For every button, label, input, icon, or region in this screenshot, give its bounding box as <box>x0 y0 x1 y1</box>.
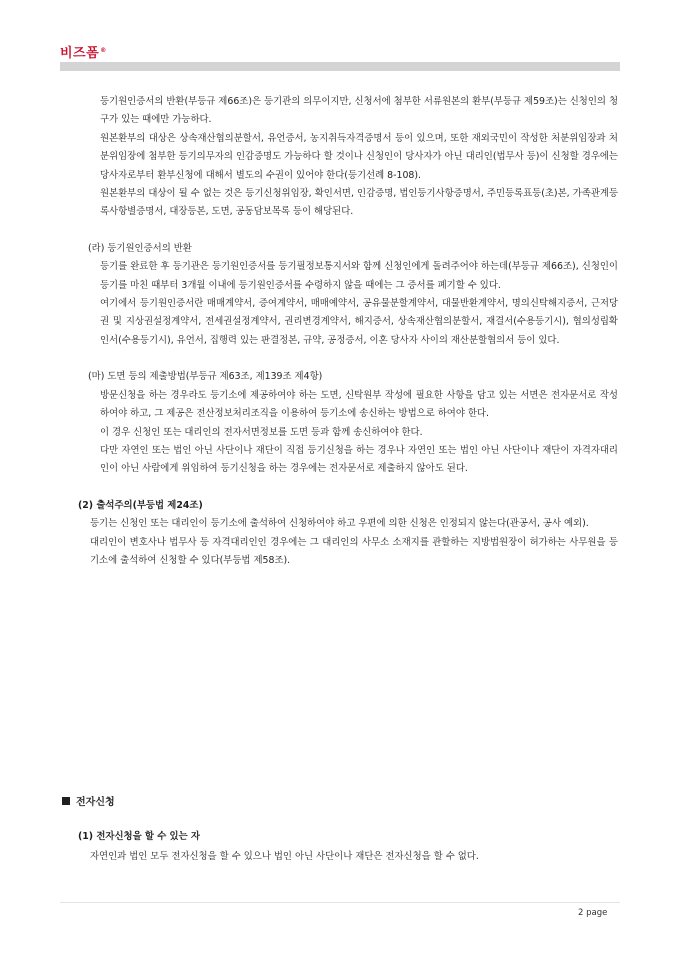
section-heading: (마) 도면 등의 제출방법(부등규 제63조, 제139조 제4항) <box>88 371 323 383</box>
paragraph: 방문신청을 하는 경우라도 등기소에 제공하여야 하는 도면, 신탁원부 작성에 필요한 사항을 담고 있는 서면은 전자문서로 작성하여야 하고, 그 제공은 전산정보처리조직을 이용하여 등기소에 송신하는 방법으로 하여야 한다. <box>100 389 618 420</box>
paragraph: 이 경우 신청인 또는 대리인의 전자서면정보를 도면 등과 함께 송신하여야 한다. <box>100 426 423 438</box>
square-bullet-icon <box>62 797 70 805</box>
paragraph: 자연인과 법인 모두 전자신청을 할 수 있으나 법인 아닌 사단이나 재단은 전자신청을 할 수 없다. <box>90 851 479 862</box>
electronic-filing-section <box>78 827 618 867</box>
bizform-logo <box>60 42 107 61</box>
paragraph: 등기를 완료한 후 등기관은 등기원인증서를 등기필정보통지서와 함께 신청인에게 돌려주어야 하는데(부등규 제66조), 신청인이 등기를 마친 때부터 3개월 이내에 등기원인증서를 수령하지 않을 때에는 그 증서를 폐기할 수 있다. <box>100 261 618 291</box>
section-heading: (라) 등기원인증서의 반환 <box>88 242 192 254</box>
header-bar <box>60 62 620 71</box>
section-heading: (1) 전자신청을 할 수 있는 자 <box>78 831 200 842</box>
electronic-filing-title <box>62 793 115 808</box>
paragraph: 원본환부의 대상이 될 수 없는 것은 등기신청위임장, 확인서면, 인감증명, 법인등기사항증명서, 주민등록표등(초)본, 가족관계등록사항별증명서, 대장등본, 도면, 공동담보목록 등이 해당된다. <box>100 188 618 218</box>
section-heading: (2) 출석주의(부등법 제24조) <box>78 499 203 511</box>
paragraph: 대리인이 변호사나 법무사 등 자격대리인인 경우에는 그 대리인의 사무소 소재지를 관할하는 지방법원장이 허가하는 사무원을 등기소에 출석하여 신청할 수 있다(부등법 제58조). <box>90 536 618 566</box>
page-number: 2 page <box>578 908 608 918</box>
footer-divider <box>60 902 620 903</box>
paragraph: 등기원인증서의 반환(부등규 제66조)은 등기관의 의무이지만, 신청서에 첨부한 서류원본의 환부(부등규 제59조)는 신청인의 청구가 있는 때에만 가능하다. <box>100 96 619 126</box>
logo-text: 비즈폼 <box>60 46 100 61</box>
paragraph: 여기에서 등기원인증서란 매매계약서, 증여계약서, 매매예약서, 공유물분할계약서, 대물반환계약서, 명의신탁해지증서, 근저당권 및 지상권설정계약서, 전세권설정계약서, 권리변경계약서, 해지증서, 상속재산협의분할서, 재결서(수용등기시), 협의성립확인서(수용등기시), 유언서, 집행력 있는 판결정본, 규약, 공정증서, 이혼 당사자 사이의 재산분할협의서 등이 있다. <box>100 298 618 346</box>
section-ma <box>78 368 618 478</box>
registered-mark: ® <box>100 46 107 54</box>
paragraph: 등기는 신청인 또는 대리인이 등기소에 출석하여 신청하여야 하고 우편에 의한 신청은 인정되지 않는다(관공서, 공사 예외). <box>90 518 589 530</box>
document-body <box>78 93 618 570</box>
section-return-original <box>78 93 618 222</box>
section-attendance <box>78 497 618 571</box>
section-title-text: 전자신청 <box>76 797 115 808</box>
paragraph: 원본환부의 대상은 상속재산협의분할서, 유언증서, 농지취득자격증명서 등이 있으며, 또한 재외국민이 작성한 처분위임장과 처분위임장에 첨부한 등기의무자의 인감증명도 가능하다 할 것이나 신청인이 당사자가 아닌 대리인(법무사 등)이 신청할 경우에는 당사자로부터 환부신청에 대해서 별도의 수권이 있어야 한다(등기선례 8-108). <box>100 132 618 181</box>
paragraph: 다만 자연인 또는 법인 아닌 사단이나 재단이 직접 등기신청을 하는 경우나 자연인 또는 법인 아닌 사단이나 재단이 자격자대리인이 아닌 사람에게 위임하여 등기신청을 하는 경우에는 전자문서로 제출하지 않아도 된다. <box>100 444 618 475</box>
section-ra <box>78 240 618 350</box>
